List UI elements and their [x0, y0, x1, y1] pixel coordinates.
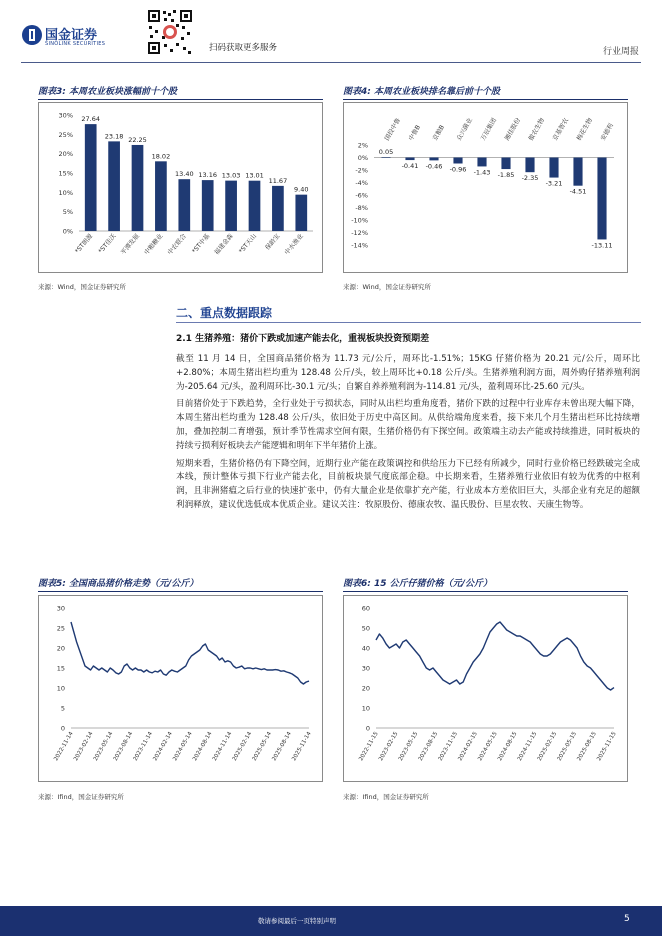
fig5-xtick-label: 2024-02-14 — [152, 731, 174, 763]
fig6-ytick-label: 30 — [361, 664, 370, 673]
paragraph-3: 短期来看，生猪价格仍有下降空间，近期行业产能在政策调控和供给压力下已经有所减少，同时行业价格已经跌破完全成本线，预计整体亏损下行业产能去化，目前板块景气度底部企稳。中长期来看，生猪养殖行业依旧有较为优秀的中枢利润，且非洲猪瘟之后行业的快速扩张中，仍有大量企业是依靠扩充产能，行业成本方差依旧巨大，头部企业有充足的超额利润释放，建议优选低成本优质企业。建议关注：牧原股份、德康农牧、温氏股份、巨星农牧、天康生物等。 — [176, 458, 640, 510]
fig3-category-label: 平潭发展 — [119, 232, 142, 257]
fig5-xtick-label: 2023-05-14 — [92, 731, 115, 763]
paragraph-1: 截至 11 月 14 日，全国商品猪价格为 11.73 元/公斤，周环比-1.51%；15KG 仔猪价格为 20.21 元/公斤，周环比+2.80%；本周生猪出栏均重为 128.48 公斤/头，较上周环比+0.18 公斤/头。生猪养殖利润方面，周外购仔猪养殖利润为-205.64 元/头，盈利周环比-30.1 元/头；自繁自养养殖利润为-114.81 元/头，盈利周环比-25.60 元/头。 — [176, 354, 640, 392]
fig5-xtick-label: 2025-08-14 — [271, 731, 293, 763]
fig4-bar — [549, 158, 558, 178]
fig4-bar — [573, 158, 582, 186]
fig4-data-label: 0.05 — [378, 148, 394, 157]
fig3-bar — [295, 195, 307, 231]
fig5-xtick-label: 2023-02-14 — [73, 731, 95, 763]
page-number: 5 — [624, 914, 630, 924]
fig4-category-label: 京粮B — [431, 124, 447, 142]
fig5-line-chart — [39, 596, 322, 781]
fig6-xtick-label: 2025-05-15 — [556, 731, 579, 763]
fig4-ytick-label: -12% — [351, 229, 368, 237]
fig4-title: 图表4: 本周农业板块排名靠后前十个股 — [343, 87, 500, 97]
fig4-data-label: -13.11 — [591, 241, 613, 250]
fig3-ytick-label: 20% — [58, 150, 73, 159]
fig6-source: 来源：Ifind，国金证券研究所 — [343, 793, 429, 801]
fig3-data-label: 13.40 — [174, 170, 194, 179]
fig3-bar — [272, 186, 284, 231]
section-title-rule — [176, 322, 641, 323]
fig4-bar — [525, 158, 534, 173]
fig4-data-label: -0.96 — [449, 165, 467, 174]
qr-code — [146, 8, 194, 56]
footer-disclaimer: 敬请参阅最后一页特别声明 — [258, 917, 336, 925]
fig3-data-label: 18.02 — [151, 152, 171, 161]
fig3-bar — [108, 141, 120, 231]
fig3-category-label: 中水渔业 — [283, 232, 305, 257]
fig4-category-label: 中鲁B — [407, 124, 423, 142]
fig5-chart-frame — [38, 595, 323, 782]
fig5-ytick-label: 0 — [60, 724, 65, 733]
fig6-xtick-label: 2025-08-15 — [576, 731, 598, 763]
fig5-ytick-label: 5 — [60, 704, 65, 713]
fig3-bar-chart — [39, 103, 322, 272]
fig6-xtick-label: 2023-05-15 — [397, 731, 420, 763]
fig3-data-label: 23.18 — [104, 132, 124, 141]
fig5-xtick-label: 2025-05-14 — [251, 731, 274, 763]
qr-code-icon — [146, 8, 194, 56]
brand-subtitle: SINOLINK SECURITIES — [45, 41, 106, 47]
fig3-category-label: *ST中基 — [190, 232, 212, 256]
fig6-line-chart — [344, 596, 627, 781]
fig6-ytick-label: 40 — [361, 644, 370, 653]
fig6-xtick-label: 2022-11-15 — [358, 731, 380, 763]
fig4-bar — [381, 157, 390, 158]
fig6-ytick-label: 0 — [365, 724, 370, 733]
fig6-xtick-label: 2023-11-15 — [437, 731, 460, 763]
fig3-bar — [202, 180, 214, 231]
fig4-bar — [597, 158, 606, 240]
header-divider — [21, 62, 641, 63]
fig4-category-label: 国投中鲁 — [383, 117, 403, 142]
fig4-chart-frame — [343, 102, 628, 273]
fig5-ytick-label: 15 — [56, 664, 65, 673]
fig6-ytick-label: 10 — [361, 704, 370, 713]
fig4-data-label: -3.21 — [545, 179, 563, 188]
fig3-bar — [132, 145, 144, 231]
fig3-ytick-label: 30% — [58, 111, 73, 120]
fig6-ytick-label: 60 — [361, 604, 370, 613]
fig4-bar — [477, 158, 486, 167]
fig6-ytick-label: 50 — [361, 624, 370, 633]
report-type: 行业周报 — [603, 47, 640, 57]
fig5-title-rule — [38, 591, 323, 592]
fig4-bar — [501, 158, 510, 170]
fig4-ytick-label: 0% — [357, 154, 368, 162]
fig6-xtick-label: 2024-05-15 — [477, 731, 499, 763]
fig3-title-rule — [38, 99, 323, 100]
brand-name: 国金证券 — [45, 28, 98, 43]
fig6-title: 图表6: 15 公斤仔猪价格（元/公斤） — [343, 579, 492, 589]
fig4-ytick-label: -6% — [355, 191, 368, 200]
fig5-xtick-label: 2025-02-14 — [231, 731, 254, 763]
fig3-ytick-label: 0% — [62, 227, 73, 236]
fig6-xtick-label: 2024-11-15 — [516, 731, 539, 763]
fig3-ytick-label: 15% — [58, 169, 73, 178]
fig4-ytick-label: 2% — [357, 141, 368, 150]
fig5-title: 图表5: 全国商品猪价格走势（元/公斤） — [38, 579, 199, 589]
fig4-data-label: -0.46 — [425, 162, 443, 171]
fig4-title-rule — [343, 99, 628, 100]
fig3-bar — [225, 181, 237, 231]
section-body — [176, 353, 640, 514]
fig4-ytick-label: -2% — [355, 166, 368, 175]
fig5-ytick-label: 25 — [56, 624, 65, 633]
fig4-ytick-label: -4% — [355, 179, 368, 187]
fig3-source: 来源：Wind，国金证券研究所 — [38, 283, 126, 291]
fig4-bar-chart — [344, 103, 627, 272]
fig4-ytick-label: -14% — [351, 241, 368, 250]
fig6-xtick-label: 2023-02-15 — [378, 731, 400, 763]
fig3-data-label: 13.03 — [221, 171, 241, 180]
section-title: 二、重点数据跟踪 — [176, 306, 273, 320]
fig4-ytick-label: -10% — [351, 216, 368, 225]
fig3-ytick-label: 25% — [58, 130, 73, 139]
fig3-category-label: 福建金森 — [213, 232, 235, 257]
fig5-xtick-label: 2025-11-14 — [291, 731, 313, 763]
fig6-ytick-label: 20 — [361, 684, 370, 693]
fig5-xtick-label: 2023-08-14 — [112, 731, 135, 763]
qr-caption: 扫码获取更多服务 — [209, 43, 278, 53]
paragraph-2: 目前猪价处于下跌趋势，全行业处于亏损状态，同时从出栏均重角度看，猪价下跌的过程中行业库存未曾出现大幅下降，本周生猪出栏均重为 128.48 公斤/头，依旧处于历史中高区间。从供给端角度来看，接下来几个月生猪出栏环比持续增加，叠加控制二育增强，预计季节性需求空间有限，生猪价格仍有下探空间。政策端主动去产能或持续推进，同时板块的持续亏损利好板块去产能逻辑和明年下半年猪价上涨。 — [176, 399, 640, 451]
fig6-title-rule — [343, 591, 628, 592]
footer-bar — [0, 906, 662, 936]
fig5-ytick-label: 20 — [56, 644, 65, 653]
fig4-category-label: 梅花生物 — [575, 117, 595, 142]
fig5-xtick-label: 2022-11-14 — [53, 731, 75, 763]
fig5-xtick-label: 2024-11-14 — [211, 731, 234, 763]
fig4-data-label: -2.35 — [521, 174, 539, 183]
fig3-title: 图表3: 本周农业板块涨幅前十个股 — [38, 87, 177, 97]
fig5-xtick-label: 2024-08-14 — [192, 731, 214, 763]
fig4-source: 来源：Wind，国金证券研究所 — [343, 283, 431, 291]
fig4-bar — [405, 158, 414, 161]
fig3-bar — [85, 124, 97, 231]
fig4-ytick-label: -8% — [355, 204, 368, 212]
fig6-xtick-label: 2025-02-15 — [536, 731, 559, 763]
fig4-data-label: -0.41 — [401, 162, 419, 171]
fig5-source: 来源：Ifind，国金证券研究所 — [38, 793, 124, 801]
fig4-category-label: 安德利 — [599, 122, 616, 142]
fig5-ytick-label: 10 — [56, 684, 65, 693]
fig6-price-line — [376, 622, 614, 690]
fig3-bar — [178, 179, 190, 231]
fig3-data-label: 13.01 — [245, 171, 264, 180]
fig3-ytick-label: 5% — [62, 208, 73, 217]
fig3-category-label: *ST朗源 — [73, 232, 95, 256]
fig3-data-label: 13.16 — [198, 171, 218, 180]
fig6-xtick-label: 2024-02-15 — [457, 731, 479, 763]
fig4-category-label: 傲农生物 — [527, 117, 547, 142]
fig5-ytick-label: 30 — [56, 604, 65, 613]
fig4-bar — [429, 158, 438, 161]
fig5-xtick-label: 2023-11-14 — [132, 731, 155, 763]
fig3-data-label: 27.64 — [81, 115, 101, 124]
fig4-data-label: -1.85 — [497, 171, 515, 180]
fig4-category-label: 众兴菌业 — [455, 117, 475, 142]
fig4-data-label: -1.43 — [473, 168, 491, 177]
fig4-category-label: 湘佳股份 — [503, 117, 523, 142]
fig6-xtick-label: 2024-08-15 — [497, 731, 519, 763]
fig3-category-label: 中农联合 — [166, 232, 188, 257]
fig3-bar — [249, 181, 261, 231]
fig3-ytick-label: 10% — [58, 188, 73, 197]
fig3-category-label: 保龄宝 — [264, 232, 282, 252]
fig6-xtick-label: 2023-08-15 — [417, 731, 440, 763]
fig4-bar — [453, 158, 462, 164]
fig3-data-label: 9.40 — [294, 185, 309, 194]
fig4-data-label: -4.51 — [569, 187, 587, 196]
fig3-bar — [155, 161, 167, 231]
fig4-category-label: 万辰集团 — [479, 117, 499, 142]
fig4-category-label: 京基智农 — [551, 117, 571, 142]
fig3-category-label: 中粮糖业 — [143, 232, 165, 257]
fig5-xtick-label: 2024-05-14 — [172, 731, 194, 763]
fig5-price-line — [71, 622, 309, 684]
fig3-category-label: *ST佳沃 — [97, 232, 118, 256]
fig3-data-label: 22.25 — [128, 135, 147, 144]
fig3-chart-frame — [38, 102, 323, 273]
fig3-data-label: 11.67 — [268, 176, 288, 185]
fig6-xtick-label: 2025-11-15 — [596, 731, 618, 763]
fig6-chart-frame — [343, 595, 628, 782]
section-subtitle: 2.1 生猪养殖：猪价下跌或加速产能去化，重视板块投资预期差 — [176, 334, 430, 344]
fig3-category-label: *ST天山 — [237, 232, 259, 256]
